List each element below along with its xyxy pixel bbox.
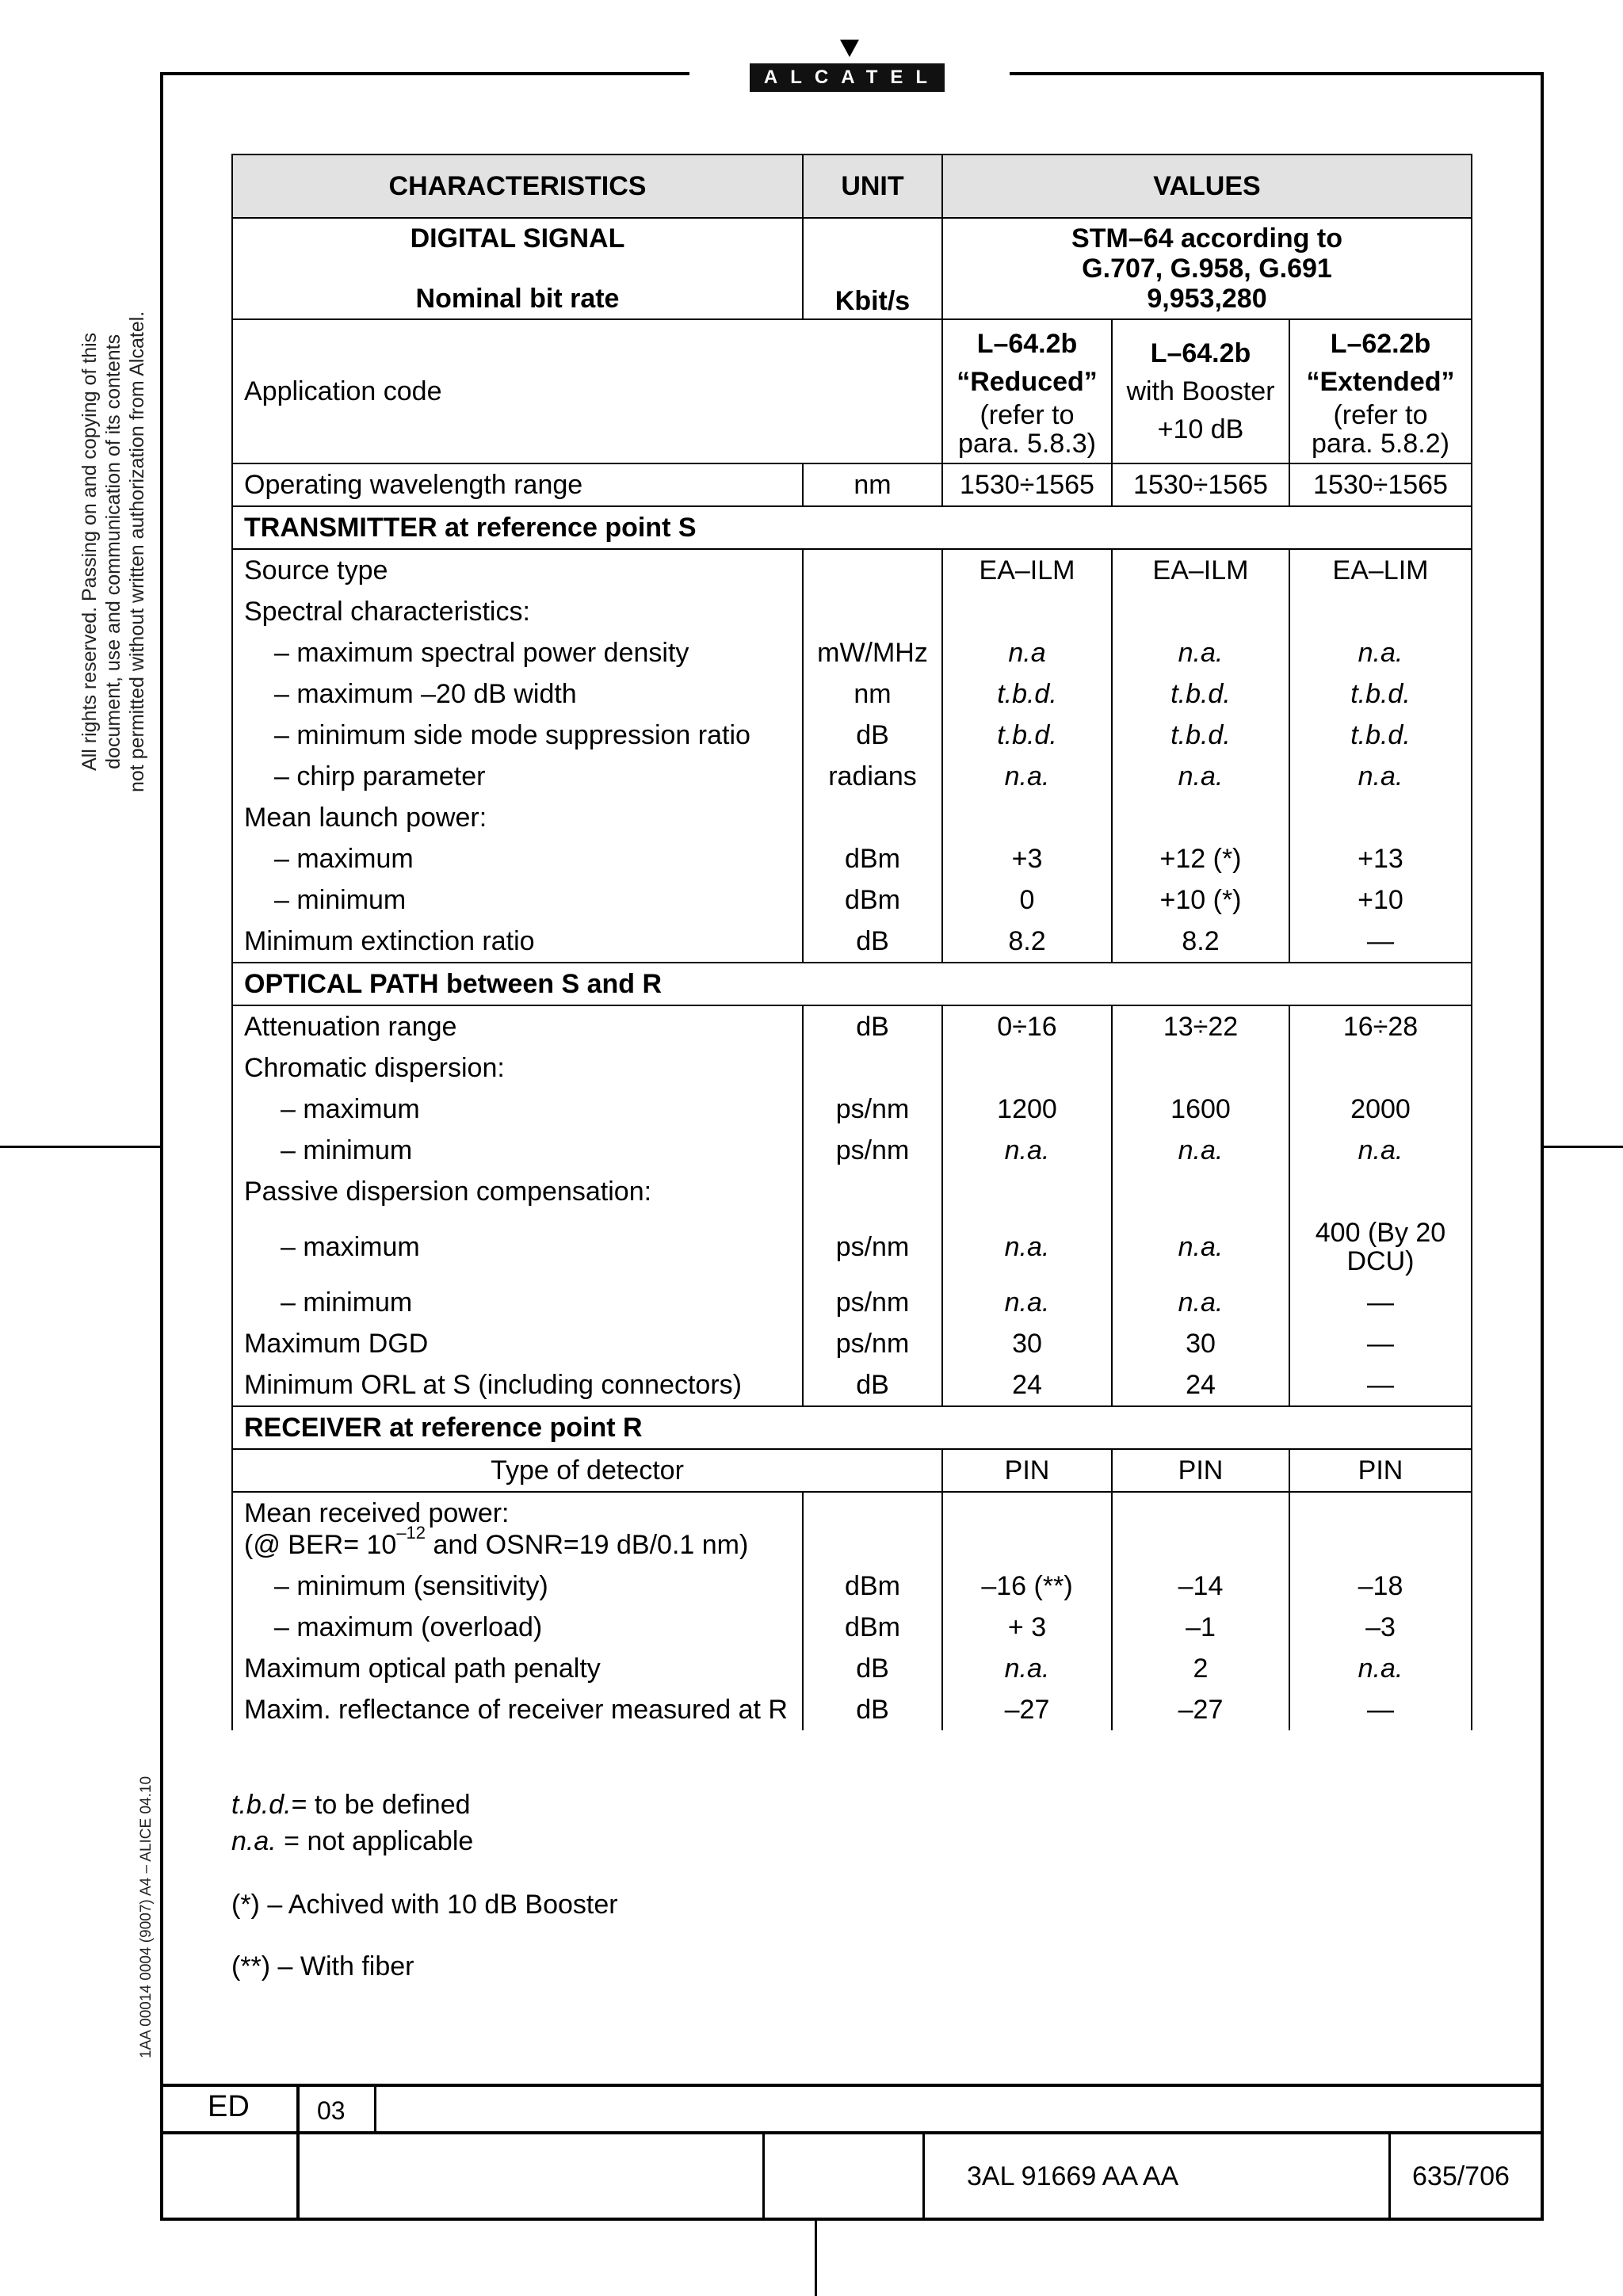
- smsr-v1: t.b.d.: [942, 715, 1112, 756]
- header-characteristics: CHARACTERISTICS: [232, 154, 803, 218]
- form-code: 1AA 00014 0004 (9007) A4 – ALICE 04.10: [138, 1775, 155, 2058]
- overload-v1: + 3: [942, 1607, 1112, 1648]
- mrp-cond-post: and OSNR=19 dB/0.1 nm): [426, 1530, 749, 1560]
- optical-path-section-row: [232, 963, 1472, 1005]
- overload-row: [232, 1607, 1472, 1648]
- app-col1-code: L–64.2b: [976, 329, 1078, 359]
- sensitivity-v2: –14: [1112, 1566, 1289, 1607]
- reflectance-v3: —: [1289, 1689, 1472, 1730]
- cd-min-row: [232, 1130, 1472, 1171]
- orl-row: [232, 1364, 1472, 1406]
- pd-min-v1: n.a.: [942, 1282, 1112, 1323]
- pd-max-v1: n.a.: [942, 1212, 1112, 1282]
- cd-min-v2: n.a.: [1112, 1130, 1289, 1171]
- passive-label: Passive dispersion compensation:: [232, 1171, 803, 1212]
- cd-min-label: – minimum: [232, 1130, 803, 1171]
- note-tbd: [231, 1787, 471, 1822]
- footer-div-5: [1388, 2131, 1391, 2220]
- extinction-v2: 8.2: [1112, 921, 1289, 963]
- app-code-col-2: [1112, 319, 1289, 463]
- chromatic-row: [232, 1047, 1472, 1089]
- wavelength-v3: 1530÷1565: [1289, 463, 1472, 506]
- mrp-cell: [232, 1492, 803, 1566]
- sensitivity-label: – minimum (sensitivity): [232, 1566, 803, 1607]
- launch-min-v3: +10: [1289, 879, 1472, 921]
- footer-ed-value: 03: [317, 2096, 346, 2125]
- width-unit: nm: [803, 673, 942, 715]
- cd-min-unit: ps/nm: [803, 1130, 942, 1171]
- smsr-v3: t.b.d.: [1289, 715, 1472, 756]
- psd-row: [232, 632, 1472, 673]
- extinction-v3: —: [1289, 921, 1472, 963]
- mrp-condition: [244, 1523, 802, 1561]
- penalty-v1: n.a.: [942, 1648, 1112, 1689]
- margin-mark-left: [0, 1146, 160, 1148]
- app-col1-ref-2: para. 5.8.3): [958, 429, 1096, 459]
- footer-div-2: [374, 2084, 376, 2133]
- note-star1: (*) – Achived with 10 dB Booster: [231, 1890, 618, 1920]
- launch-min-label: – minimum: [232, 879, 803, 921]
- wavelength-v1: 1530÷1565: [942, 463, 1112, 506]
- digital-signal-row: [232, 218, 1472, 319]
- passive-row: [232, 1171, 1472, 1212]
- launch-min-v1: 0: [942, 879, 1112, 921]
- brand-logo: ALCATEL: [750, 63, 945, 92]
- attenuation-v3: 16÷28: [1289, 1005, 1472, 1047]
- dgd-v3: —: [1289, 1323, 1472, 1364]
- cd-max-label: – maximum: [232, 1089, 803, 1130]
- wavelength-unit: nm: [803, 463, 942, 506]
- launch-min-v2: +10 (*): [1112, 879, 1289, 921]
- orl-v2: 24: [1112, 1364, 1289, 1406]
- app-col2-line-3: +10 dB: [1157, 414, 1244, 444]
- spectral-label: Spectral characteristics:: [232, 591, 803, 632]
- application-code-label: Application code: [232, 319, 942, 463]
- pd-max-v2: n.a.: [1112, 1212, 1289, 1282]
- launch-min-row: [232, 879, 1472, 921]
- note-tbd-abbr: t.b.d.: [231, 1790, 292, 1820]
- logo-arrow-icon: [840, 40, 859, 57]
- extinction-row: [232, 921, 1472, 963]
- note-na-abbr: n.a.: [231, 1826, 277, 1856]
- transmitter-title: TRANSMITTER at reference point S: [232, 506, 1472, 549]
- spectral-row: [232, 591, 1472, 632]
- app-col3-ref-2: para. 5.8.2): [1312, 429, 1449, 459]
- app-col2-line-2: with Booster: [1126, 376, 1275, 406]
- chirp-v2: n.a.: [1112, 756, 1289, 797]
- cd-max-v1: 1200: [942, 1089, 1112, 1130]
- smsr-unit: dB: [803, 715, 942, 756]
- attenuation-label: Attenuation range: [232, 1005, 803, 1047]
- cd-max-v3: 2000: [1289, 1089, 1472, 1130]
- source-type-v2: EA–ILM: [1112, 549, 1289, 591]
- rights-line-2: document, use and communication of its contents: [102, 334, 124, 769]
- launch-max-row: [232, 838, 1472, 879]
- note-na: [231, 1824, 473, 1859]
- chirp-v3: n.a.: [1289, 756, 1472, 797]
- detector-v2: PIN: [1112, 1449, 1289, 1492]
- cd-max-unit: ps/nm: [803, 1089, 942, 1130]
- smsr-row: [232, 715, 1472, 756]
- optical-path-title: OPTICAL PATH between S and R: [232, 963, 1472, 1005]
- detector-row: [232, 1449, 1472, 1492]
- frame-top-left: [160, 72, 689, 75]
- receiver-section-row: [232, 1406, 1472, 1449]
- header-row: [232, 154, 1472, 218]
- launch-max-unit: dBm: [803, 838, 942, 879]
- psd-label: – maximum spectral power density: [232, 632, 803, 673]
- cd-min-v3: n.a.: [1289, 1130, 1472, 1171]
- attenuation-row: [232, 1005, 1472, 1047]
- reflectance-label: Maxim. reflectance of receiver measured at R: [232, 1689, 803, 1730]
- psd-v3: n.a.: [1289, 632, 1472, 673]
- orl-v1: 24: [942, 1364, 1112, 1406]
- chirp-unit: radians: [803, 756, 942, 797]
- launch-power-label: Mean launch power:: [232, 797, 803, 838]
- width-label: – maximum –20 dB width: [232, 673, 803, 715]
- detector-v1: PIN: [942, 1449, 1112, 1492]
- reflectance-v2: –27: [1112, 1689, 1289, 1730]
- mrp-label: Mean received power:: [244, 1498, 510, 1528]
- pd-max-label: – maximum: [232, 1212, 803, 1282]
- attenuation-v2: 13÷22: [1112, 1005, 1289, 1047]
- wavelength-v2: 1530÷1565: [1112, 463, 1289, 506]
- note-na-text: = not applicable: [276, 1826, 474, 1856]
- cd-max-row: [232, 1089, 1472, 1130]
- footer-ed-label: ED: [208, 2090, 250, 2123]
- cd-min-v1: n.a.: [942, 1130, 1112, 1171]
- footer-doc-number: 3AL 91669 AA AA: [967, 2161, 1179, 2191]
- bitrate-value: [942, 218, 1472, 319]
- app-col1-ref-1: (refer to: [980, 400, 1075, 430]
- rights-line-1: All rights reserved. Passing on and copying of this: [78, 332, 101, 771]
- bitrate-value-line-3: 9,953,280: [1147, 284, 1267, 314]
- source-type-v3: EA–LIM: [1289, 549, 1472, 591]
- width-v3: t.b.d.: [1289, 673, 1472, 715]
- margin-mark-right: [1544, 1146, 1623, 1148]
- chirp-v1: n.a.: [942, 756, 1112, 797]
- pd-max-row: [232, 1212, 1472, 1282]
- sensitivity-v3: –18: [1289, 1566, 1472, 1607]
- penalty-v2: 2: [1112, 1648, 1289, 1689]
- orl-unit: dB: [803, 1364, 942, 1406]
- bitrate-unit: Kbit/s: [803, 218, 942, 319]
- pd-min-v2: n.a.: [1112, 1282, 1289, 1323]
- sensitivity-unit: dBm: [803, 1566, 942, 1607]
- extinction-unit: dB: [803, 921, 942, 963]
- app-col3-ref-1: (refer to: [1333, 400, 1428, 430]
- launch-min-unit: dBm: [803, 879, 942, 921]
- extinction-label: Minimum extinction ratio: [232, 921, 803, 963]
- penalty-v3: n.a.: [1289, 1648, 1472, 1689]
- detector-label: Type of detector: [232, 1449, 942, 1492]
- mrp-row: [232, 1492, 1472, 1566]
- footer-top-line: [160, 2084, 1544, 2087]
- chirp-row: [232, 756, 1472, 797]
- detector-v3: PIN: [1289, 1449, 1472, 1492]
- note-tbd-text: = to be defined: [291, 1790, 471, 1820]
- dgd-unit: ps/nm: [803, 1323, 942, 1364]
- specification-table: [231, 154, 1472, 1730]
- pd-min-row: [232, 1282, 1472, 1323]
- note-star2: (**) – With fiber: [231, 1951, 414, 1981]
- app-code-col-3: [1289, 319, 1472, 463]
- reflectance-v1: –27: [942, 1689, 1112, 1730]
- transmitter-section-row: [232, 506, 1472, 549]
- pd-min-unit: ps/nm: [803, 1282, 942, 1323]
- overload-v2: –1: [1112, 1607, 1289, 1648]
- footer-bottom-line: [160, 2218, 1544, 2221]
- dgd-label: Maximum DGD: [232, 1323, 803, 1364]
- psd-v1: n.a: [942, 632, 1112, 673]
- bottom-mark: [815, 2218, 817, 2296]
- receiver-title: RECEIVER at reference point R: [232, 1406, 1472, 1449]
- cd-max-v2: 1600: [1112, 1089, 1289, 1130]
- app-code-col-1: [942, 319, 1112, 463]
- footer-page-number: 635/706: [1412, 2161, 1510, 2191]
- frame-top-right: [1010, 72, 1544, 75]
- psd-v2: n.a.: [1112, 632, 1289, 673]
- dgd-v2: 30: [1112, 1323, 1289, 1364]
- pd-min-v3: —: [1289, 1282, 1472, 1323]
- attenuation-v1: 0÷16: [942, 1005, 1112, 1047]
- mrp-cond-exp: –12: [396, 1523, 426, 1543]
- smsr-v2: t.b.d.: [1112, 715, 1289, 756]
- pd-max-v3-line-2: DCU): [1346, 1246, 1415, 1276]
- footer-div-4: [922, 2131, 925, 2220]
- footer-mid-line: [160, 2131, 1544, 2134]
- footer-div-1: [296, 2084, 300, 2221]
- penalty-label: Maximum optical path penalty: [232, 1648, 803, 1689]
- rights-notice: [78, 311, 149, 792]
- source-type-row: [232, 549, 1472, 591]
- header-values: VALUES: [942, 154, 1472, 218]
- wavelength-row: [232, 463, 1472, 506]
- launch-max-v1: +3: [942, 838, 1112, 879]
- pd-min-label: – minimum: [232, 1282, 803, 1323]
- sensitivity-row: [232, 1566, 1472, 1607]
- extinction-v1: 8.2: [942, 921, 1112, 963]
- bitrate-label: Nominal bit rate: [415, 284, 620, 314]
- bitrate-value-line-2: G.707, G.958, G.691: [1082, 254, 1332, 284]
- app-col2-code: L–64.2b: [1150, 338, 1251, 368]
- width-row: [232, 673, 1472, 715]
- pd-max-v3: [1289, 1212, 1472, 1282]
- dgd-row: [232, 1323, 1472, 1364]
- frame-left: [160, 72, 163, 2221]
- chirp-label: – chirp parameter: [232, 756, 803, 797]
- source-type-label: Source type: [232, 549, 803, 591]
- reflectance-unit: dB: [803, 1689, 942, 1730]
- app-col3-name: “Extended”: [1306, 367, 1455, 397]
- wavelength-label: Operating wavelength range: [232, 463, 803, 506]
- source-type-unit: [803, 549, 942, 591]
- chromatic-label: Chromatic dispersion:: [232, 1047, 803, 1089]
- orl-label: Minimum ORL at S (including connectors): [232, 1364, 803, 1406]
- pd-max-unit: ps/nm: [803, 1212, 942, 1282]
- mrp-cond-pre: (@ BER= 10: [244, 1530, 397, 1560]
- header-unit: UNIT: [803, 154, 942, 218]
- psd-unit: mW/MHz: [803, 632, 942, 673]
- source-type-v1: EA–ILM: [942, 549, 1112, 591]
- dgd-v1: 30: [942, 1323, 1112, 1364]
- rights-line-3: not permitted without written authorization from Alcatel.: [126, 311, 148, 792]
- penalty-unit: dB: [803, 1648, 942, 1689]
- overload-label: – maximum (overload): [232, 1607, 803, 1648]
- launch-max-label: – maximum: [232, 838, 803, 879]
- width-v2: t.b.d.: [1112, 673, 1289, 715]
- overload-v3: –3: [1289, 1607, 1472, 1648]
- launch-max-v3: +13: [1289, 838, 1472, 879]
- smsr-label: – minimum side mode suppression ratio: [232, 715, 803, 756]
- launch-max-v2: +12 (*): [1112, 838, 1289, 879]
- bitrate-value-line-1: STM–64 according to: [1071, 223, 1342, 254]
- launch-power-row: [232, 797, 1472, 838]
- digital-signal-cell: [232, 218, 803, 319]
- orl-v3: —: [1289, 1364, 1472, 1406]
- penalty-row: [232, 1648, 1472, 1689]
- app-col3-code: L–62.2b: [1330, 329, 1431, 359]
- pd-max-v3-line-1: 400 (By 20: [1315, 1218, 1446, 1248]
- digital-signal-label: DIGITAL SIGNAL: [410, 223, 625, 254]
- width-v1: t.b.d.: [942, 673, 1112, 715]
- application-code-row: [232, 319, 1472, 463]
- app-col1-name: “Reduced”: [957, 367, 1098, 397]
- attenuation-unit: dB: [803, 1005, 942, 1047]
- sensitivity-v1: –16 (**): [942, 1566, 1112, 1607]
- reflectance-row: [232, 1689, 1472, 1730]
- footer-div-3: [762, 2131, 765, 2220]
- overload-unit: dBm: [803, 1607, 942, 1648]
